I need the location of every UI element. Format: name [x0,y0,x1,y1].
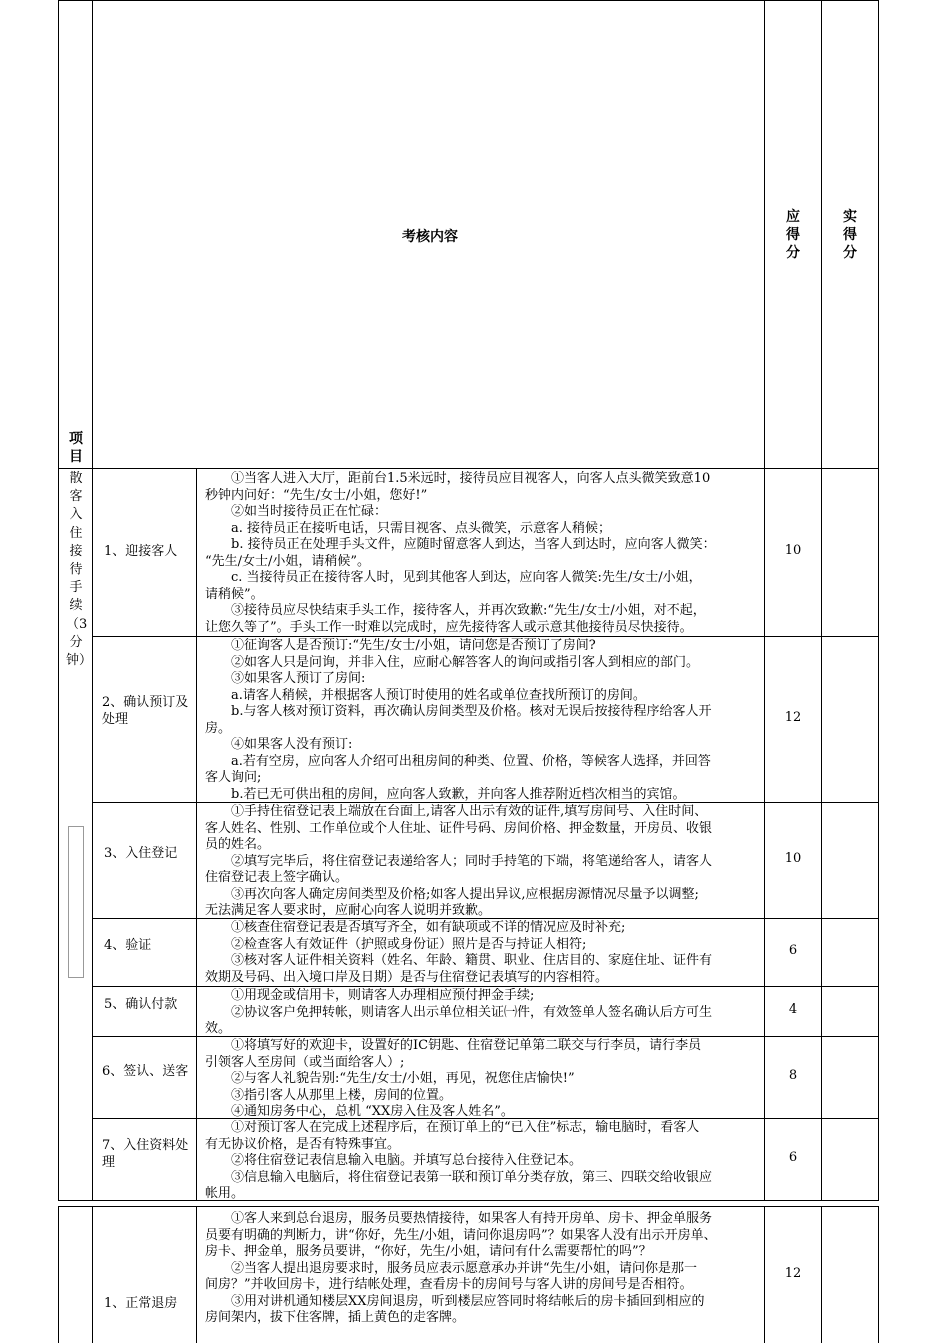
row-name: 1、正常退房 [104,1296,178,1311]
row-name: 7、入住资料处理 [102,1138,189,1170]
row-content [205,1211,785,1327]
row-content [205,920,785,986]
max-score: 10 [784,543,802,558]
content-line: ③用对讲机通知楼层XX房间退房，听到楼层应答同时将结帐后的房卡插回到相应的 [231,1293,705,1309]
content-line: c. 当接待员正在接待客人时，见到其他客人到达，应向客人微笑:先生/女士/小姐， [231,570,702,585]
content-line: 效期及号码、出入境口岸及日期）是否与住宿登记表填写的内容相符。 [205,969,609,985]
content-line: 让您久等了”。手头工作一时难以完成时，应先接待客人或示意其他接待员尽快接待。 [205,619,693,635]
content-line: ①征询客人是否预订:“先生/女士/小姐，请问您是否预订了房间? [231,638,596,653]
row-content [205,471,785,636]
row-content [205,988,785,1038]
content-line: ③信息输入电脑后，将住宿登记表第一联和预订单分类存放，第三、四联交给收银应 [231,1169,713,1185]
content-line: ③再次向客人确定房间类型及价格;如客人提出异议,应根据房源情况尽量予以调整; [231,886,699,902]
content-line: ①核查住宿登记表是否填写齐全，如有缺项或不详的情况应及时补充; [231,920,626,935]
content-line: ①当客人进入大厅，距前台1.5米远时，接待员应目视客人，向客人点头微笑致意10 [231,471,711,486]
row-name: 4、验证 [104,938,152,953]
content-line: b. 接待员正在处理手头文件，应随时留意客人到达，当客人到达时，应向客人微笑： [231,537,716,552]
content-line: ①将填写好的欢迎卡，设置好的IC钥匙、住宿登记单第二联交与行李员，请行李员 [231,1038,702,1053]
row-content [205,1038,785,1121]
content-line: ①用现金或信用卡，则请客人办理相应预付押金手续; [231,988,535,1003]
content-line: 房间架内，拔下住客牌，插上黄色的走客牌。 [205,1310,466,1325]
content-line: “先生/女士/小姐，请稍候”。 [205,553,371,569]
content-line: a. 接待员正在接听电话，只需目视客、点头微笑，示意客人稍候； [231,520,612,536]
row-content [205,638,785,803]
content-line: 客人姓名、性别、工作单位或个人住址、证件号码、房间价格、押金数量，开房员、收银 [205,820,713,836]
content-line: ②检查客人有效证件（护照或身份证）照片是否与持证人相符; [231,936,587,952]
actual-score-header: 实得分 [843,209,857,261]
row-name: 3、入住登记 [104,846,178,861]
row-name: 2、确认预订及处理 [102,695,189,727]
content-line: 请稍候”。 [205,586,264,602]
content-line: 住宿登记表上签字确认。 [205,870,349,885]
content-line: 房。 [205,720,232,736]
content-line: ①对预订客人在完成上述程序后，在预订单上的“已入住”标志，输电脑时，看客人 [231,1120,700,1135]
project-header: 项目 [69,431,83,465]
content-line: ②如客人只是问询，并非入住，应耐心解答客人的询问或指引客人到相应的部门。 [231,654,700,670]
content-line: ③核对客人证件相关资料（姓名、年龄、籍贯、职业、住店目的、家庭住址、证件有 [231,953,713,968]
content-line: ②与客人礼貌告别:“先生/女士/小姐，再见，祝您住店愉快!” [231,1071,575,1086]
max-score: 10 [784,851,802,866]
max-score: 6 [788,1150,798,1165]
section-label: 散客入住接待手续（3分钟） [66,471,93,669]
max-score: 8 [788,1068,798,1083]
content-line: a.请客人稍候，并根据客人预订时使用的姓名或单位查找所预订的房间。 [231,687,646,703]
row-content [205,1120,785,1203]
content-header: 考核内容 [402,229,458,245]
content-line: ②当客人提出退房要求时，服务员应表示愿意承办并讲“先生/小姐，请问你是那一 [231,1260,698,1276]
content-line: 秒钟内问好：“先生/女士/小姐，您好!” [205,487,428,503]
content-line: 有无协议价格，是否有特殊事宜。 [205,1136,401,1152]
max-score: 6 [788,943,798,958]
content-line: b.与客人核对预订资料，再次确认房间类型及价格。核对无误后按接待程序给客人开 [231,704,712,719]
content-line: 员要有明确的判断力，讲“你好，先生/小姐，请问你退房吗”？如果客人没有出示开房单、 [205,1227,717,1243]
max-score: 4 [788,1002,798,1017]
max-score-header: 应得分 [786,209,800,261]
row-content [205,804,785,920]
max-score: 12 [784,1266,802,1281]
content-line: 效。 [205,1021,232,1036]
content-line: 无法满足客人要求时，应耐心向客人说明并致歉。 [205,903,492,918]
content-line: b.若已无可供出租的房间，应向客人致歉，并向客人推荐附近档次相当的宾馆。 [231,786,686,802]
row-name: 5、确认付款 [104,997,178,1012]
content-line: ②填写完毕后，将住宿登记表递给客人；同时手持笔的下端，将笔递给客人，请客人 [231,853,713,869]
content-line: ③接待员应尽快结束手头工作，接待客人，并再次致歉:“先生/女士/小姐，对不起， [231,603,706,618]
content-line: 房卡、押金单，服务员要讲，“你好，先生/小姐，请问有什么需要帮忙的吗”？ [205,1244,652,1259]
scrollbar[interactable] [68,826,84,978]
content-line: ④如果客人没有预订: [231,737,353,752]
row-name: 1、迎接客人 [104,544,178,559]
content-line: ②如当时接待员正在忙碌： [231,504,388,519]
content-line: ②将住宿登记表信息输入电脑。并填写总台接待入住登记本。 [231,1153,583,1168]
content-line: 帐用。 [205,1186,245,1201]
content-line: 间房？”并收回房卡，进行结帐处理，查看房卡的房间号与客人讲的房间号是否相符。 [205,1277,693,1292]
content-line: ②协议客户免押转帐，则请客人出示单位相关证㈠件，有效签单人签名确认后方可生 [231,1004,713,1020]
content-line: 员的姓名。 [205,837,271,852]
content-line: 引领客人至房间（或当面给客人）; [205,1054,405,1070]
content-line: ④通知房务中心，总机 “XX房入住及客人姓名”。 [231,1104,514,1119]
content-line: ①手持住宿登记表上端放在台面上,请客人出示有效的证件,填写房间号、入住时间、 [231,804,708,819]
content-line: a.若有空房，应向客人介绍可出租房间的种类、位置、价格，等候客人选择，并回答 [231,753,711,769]
row-name: 6、签认、送客 [102,1064,189,1079]
content-line: ③指引客人从那里上楼，房间的位置。 [231,1087,453,1103]
content-line: ③如果客人预订了房间: [231,671,366,686]
content-line: ①客人来到总台退房，服务员要热情接待，如果客人有持开房单、房卡、押金单服务 [231,1211,713,1226]
content-line: 客人询问; [205,770,262,785]
max-score: 12 [784,710,802,725]
